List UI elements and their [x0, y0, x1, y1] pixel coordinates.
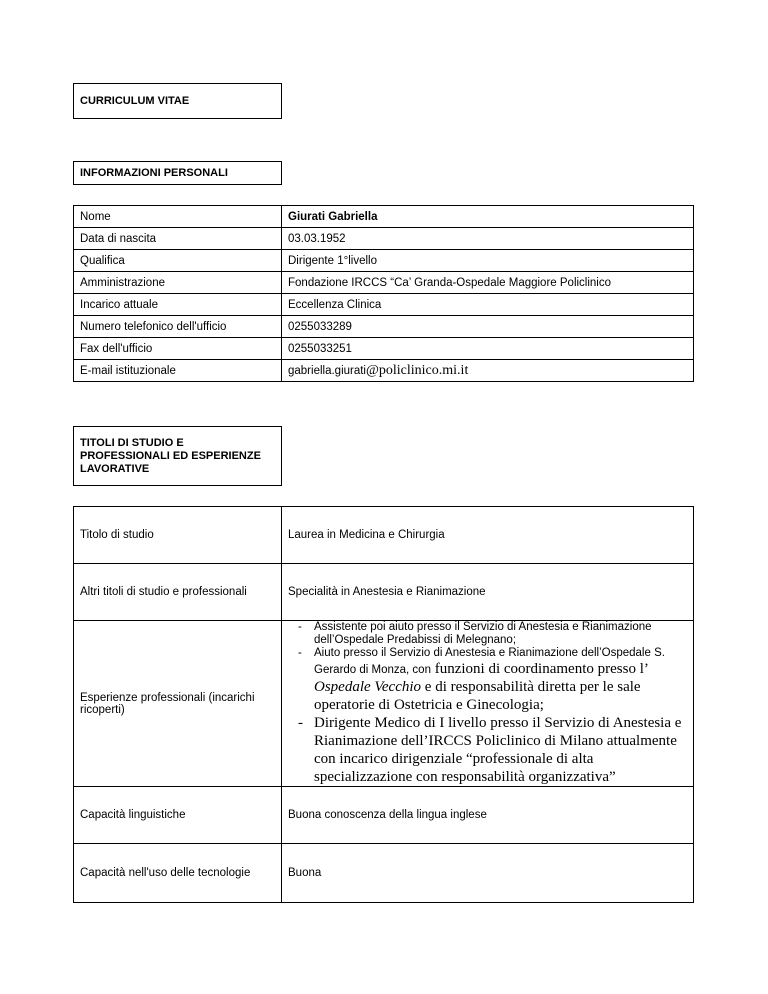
- value-tecnologie: Buona: [282, 844, 694, 903]
- list-item: - Dirigente Medico di I livello presso il Servizio di Anestesia e Rianimazione dell’IRCCS Policlinico di Milano attualmente con incarico dirigenziale “professionale di alta specializzazione con responsabilità organizzativa”: [298, 714, 687, 786]
- cv-heading-text: CURRICULUM VITAE: [80, 95, 190, 107]
- label-fax: Fax dell'ufficio: [74, 338, 282, 360]
- table-row: [74, 844, 694, 903]
- label-data-nascita: Data di nascita: [74, 228, 282, 250]
- value-amministrazione: Fondazione IRCCS “Ca’ Granda-Ospedale Maggiore Policlinico: [282, 272, 694, 294]
- label-telefono: Numero telefonico dell'ufficio: [74, 316, 282, 338]
- label-lingue: Capacità linguistiche: [74, 787, 282, 844]
- personal-info-heading-text: INFORMAZIONI PERSONALI: [80, 167, 228, 179]
- table-row: [74, 621, 694, 787]
- experience-table: [73, 506, 694, 903]
- value-lingue: Buona conoscenza della lingua inglese: [282, 787, 694, 844]
- label-amministrazione: Amministrazione: [74, 272, 282, 294]
- value-data-nascita: 03.03.1952: [282, 228, 694, 250]
- label-tecnologie: Capacità nell'uso delle tecnologie: [74, 844, 282, 903]
- table-row: [74, 360, 694, 382]
- esperienze-list: [288, 621, 687, 786]
- table-row: [74, 272, 694, 294]
- label-email: E-mail istituzionale: [74, 360, 282, 382]
- value-altri-titoli: Specialità in Anestesia e Rianimazione: [282, 564, 694, 621]
- value-titolo-studio: Laurea in Medicina e Chirurgia: [282, 507, 694, 564]
- label-titolo-studio: Titolo di studio: [74, 507, 282, 564]
- table-row: [74, 338, 694, 360]
- personal-info-heading: [73, 161, 282, 185]
- value-telefono: 0255033289: [282, 316, 694, 338]
- label-esperienze: Esperienze professionali (incarichi ricoperti): [74, 621, 282, 787]
- label-qualifica: Qualifica: [74, 250, 282, 272]
- table-row: [74, 316, 694, 338]
- table-row: [74, 206, 694, 228]
- value-qualifica: Dirigente 1°livello: [282, 250, 694, 272]
- label-altri-titoli: Altri titoli di studio e professionali: [74, 564, 282, 621]
- label-incarico: Incarico attuale: [74, 294, 282, 316]
- table-row: [74, 564, 694, 621]
- email-domain: @policlinico.mi.it: [366, 362, 469, 378]
- value-esperienze: [282, 621, 694, 787]
- email-user: gabriella.giurati: [288, 364, 366, 377]
- table-row: [74, 787, 694, 844]
- item2-part-b: funzioni di coordinamento presso l’: [430, 661, 648, 677]
- item2-part-c: Ospedale Vecchio: [314, 679, 422, 695]
- titoli-heading-text: TITOLI DI STUDIO E PROFESSIONALI ED ESPERIENZE LAVORATIVE: [80, 436, 261, 475]
- value-nome: Giurati Gabriella: [282, 206, 694, 228]
- value-email[interactable]: [282, 360, 694, 382]
- cv-heading: [73, 83, 282, 119]
- titoli-heading: [73, 426, 282, 486]
- table-row: [74, 294, 694, 316]
- item2-part-a: Aiuto presso il Servizio di Anestesia e Rianimazione dell’Ospedale S. Gerardo di Monza, con: [314, 647, 665, 676]
- table-row: [74, 228, 694, 250]
- personal-info-table: [73, 205, 694, 382]
- list-item: [298, 647, 687, 714]
- table-row: [74, 250, 694, 272]
- list-item: - Assistente poi aiuto presso il Servizio di Anestesia e Rianimazione dell’Ospedale Predabissi di Melegnano;: [298, 621, 687, 647]
- value-fax: 0255033251: [282, 338, 694, 360]
- table-row: [74, 507, 694, 564]
- label-nome: Nome: [74, 206, 282, 228]
- value-incarico: Eccellenza Clinica: [282, 294, 694, 316]
- item2-part-d: e di responsabilità diretta per le sale operatorie di Ostetricia e Ginecologia;: [314, 679, 641, 713]
